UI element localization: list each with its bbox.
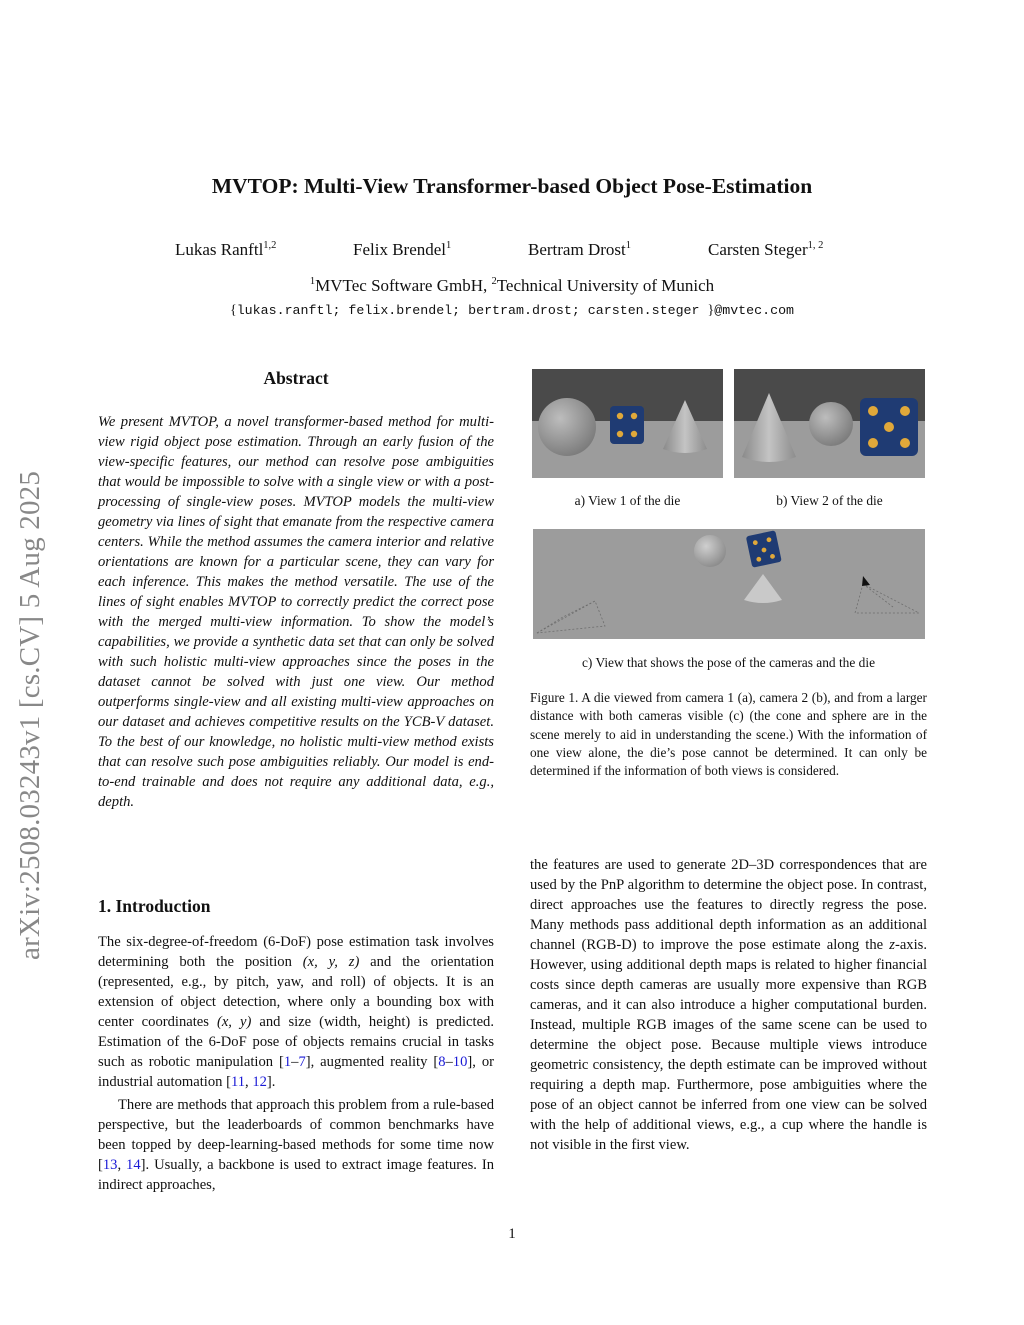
figure-1-caption: Figure 1. A die viewed from camera 1 (a), camera 2 (b), and from a larger distance with both cameras visible (c) (the cone and sphere are in the scene merely to aid in understanding the scene.) With the information of one view alone, the die’s pose cannot be determined. It can only be determined if the information of both views is considered. — [530, 690, 927, 779]
figure-view-2-image — [734, 369, 925, 478]
die-pip — [617, 413, 623, 419]
introduction-body — [98, 932, 494, 1195]
die — [610, 406, 644, 444]
citation-link[interactable]: 14 — [126, 1157, 141, 1173]
right-column-body: the features are used to generate 2D–3D correspondences that are used by the PnP algorithm to determine the object pose. In contrast, direct approaches use the features to directly regress the pose. Many methods pass additional depth information as an additional channel (RGB-D) to improve the pose estimate along the z-axis. However, using additional depth maps is related to higher financial costs since depth cameras are usually more expensive than RGB cameras, and it can also introduce a higher computational burden. Instead, multiple RGB images of the same scene can be used to determine the object pose. Because multiple views introduce geometric consistency, the depth estimate can be improved without requiring a depth map. Furthermore, pose ambiguities where the pose of an object cannot be inferred from one view can be solved with the help of additional views, e.g., a cup where the handle is not visible in the first view. — [530, 857, 927, 1153]
subcaption-c: c) View that shows the pose of the cameras and the die — [581, 655, 876, 670]
affiliations: $^1$MVTec Software GmbH, $^2$Technical University of Munich — [309, 276, 715, 295]
paper-title: MVTOP: Multi-View Transformer-based Object Pose-Estimation — [211, 174, 813, 198]
author-2: Felix Brendel$^1$ — [353, 240, 452, 259]
die-pip — [900, 438, 910, 448]
die-pip — [900, 406, 910, 416]
intro-paragraph-2: There are methods that approach this problem from a rule-based perspective, but the leaderboards of common benchmarks have been topped by deep-learning-based methods for some time now [13, 14]. Usually, a backbone is used to extract image features. In indirect approaches, — [98, 1097, 495, 1193]
die-pip — [868, 406, 878, 416]
die-pip — [617, 431, 623, 437]
section-heading-introduction: 1. Introduction — [98, 896, 211, 916]
die-pip — [884, 422, 894, 432]
citation-link[interactable]: 13 — [102, 1157, 118, 1173]
citation-link[interactable]: 8 — [438, 1054, 446, 1070]
arxiv-identifier: arXiv:2508.03243v1 [cs.CV] 5 Aug 2025 — [14, 470, 46, 960]
die-pip — [631, 413, 637, 419]
die-pip — [868, 438, 878, 448]
citation-link[interactable]: 1 — [283, 1054, 292, 1070]
page-number: 1 — [508, 1226, 516, 1242]
citation-link[interactable]: 7 — [298, 1054, 306, 1070]
abstract-heading: Abstract — [263, 368, 329, 388]
citation-link[interactable]: 12 — [252, 1074, 267, 1090]
citation-link[interactable]: 11 — [230, 1074, 246, 1090]
figure-view-1-image — [532, 369, 723, 478]
author-4: Carsten Steger$^{1, 2}$ — [708, 240, 824, 259]
sphere — [694, 535, 726, 567]
sphere — [809, 402, 853, 446]
citation-link[interactable]: 10 — [452, 1054, 468, 1070]
subcaption-b: b) View 2 of the die — [776, 493, 883, 508]
intro-paragraph-1: The six-degree-of-freedom (6-DoF) pose estimation task involves determining both the position (x, y, z) and the orientation (represented, e.g., by pitch, yaw, and roll) of objects. It is an extension of object detection, where only a bounding box with center coordinates (x, y) and size (width, height) is predicted. Estimation of the 6-DoF pose of objects remains crucial in tasks such as robotic manipulation [1–7], augmented reality [8–10], or industrial automation [11, 12]. — [98, 934, 494, 1090]
figure-overview-image — [533, 529, 925, 639]
author-emails: {lukas.ranftl; felix.brendel; bertram.drost; carsten.steger }@mvtec.com — [229, 303, 795, 318]
subcaption-a: a) View 1 of the die — [574, 493, 681, 508]
author-1: Lukas Ranftl$^{1,2}$ — [175, 240, 277, 259]
die-pip — [631, 431, 637, 437]
sphere — [538, 398, 596, 456]
abstract-text: We present MVTOP, a novel transformer-based method for multi-view rigid object pose estimation. Through an early fusion of the view-specific features, our method can resolve pose ambiguities that would be impossible to solve with a single view or with a post-processing of single-view poses. MVTOP models the multi-view geometry via lines of sight that emanate from the respective camera centers. While the method assumes the camera interior and relative orientations are known for a particular scene, they can vary for each inference. This makes the method versatile. The use of the lines of sight enables MVTOP to correctly predict the correct pose with the merged multi-view information. To show the model’s capabilities, we provide a synthetic data set that can only be solved with such holistic multi-view approaches since the poses in the dataset cannot be solved with just one view. Our method outperforms single-view and all existing multi-view approaches on our dataset and achieves competitive results on the YCB-V dataset. To the best of our knowledge, no holistic multi-view method exists that can resolve such pose ambiguities reliably. Our model is end-to-end trainable and does not require any additional data, e.g., depth. — [98, 414, 494, 810]
author-3: Bertram Drost$^1$ — [528, 240, 631, 259]
